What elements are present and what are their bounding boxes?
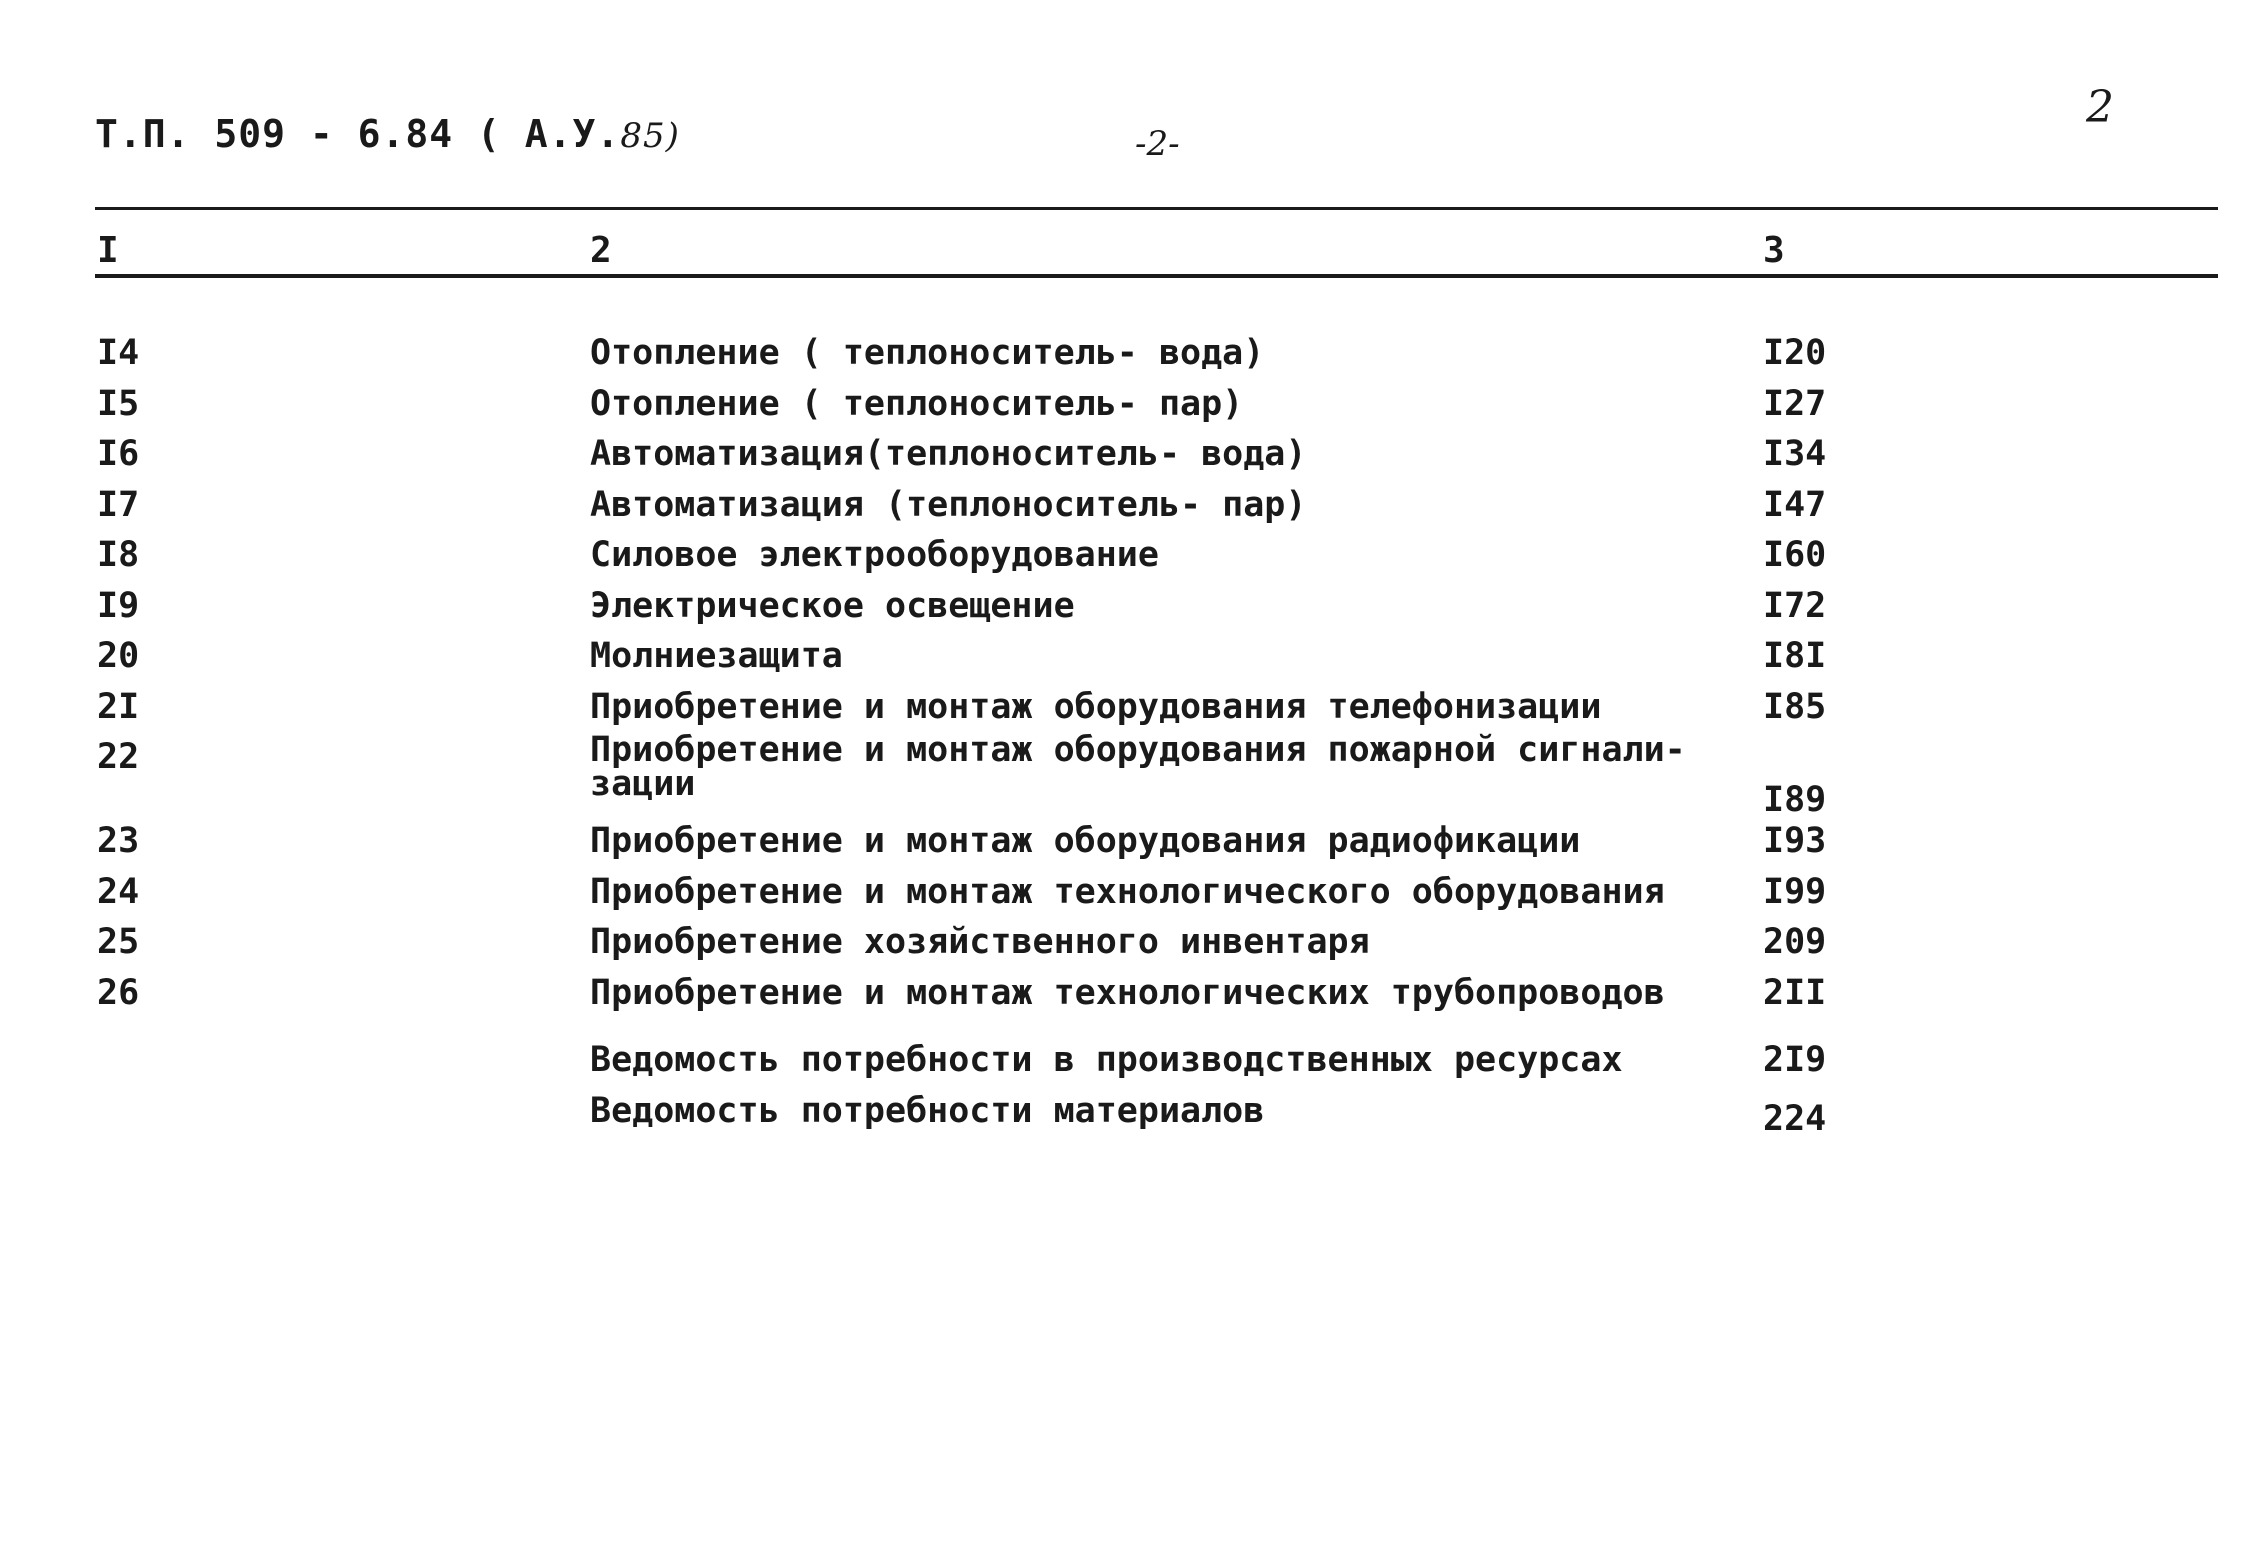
table-row [0,922,2249,973]
row-title: Молниезащита [590,636,843,676]
column-header-3: 3 [1763,230,1785,271]
row-page: I72 [1763,585,1827,626]
table-row [0,485,2249,536]
document-code-typed: Т.П. 509 - 6.84 ( А.У. [95,112,621,156]
summary-section [0,1040,2249,1141]
row-title: Приобретение хозяйственного инвентаря [590,922,1370,962]
row-page: I20 [1763,333,1827,373]
table-top-rule [95,207,2218,210]
row-number: 25 [97,922,140,962]
row-title: Приобретение и монтаж оборудования телефонизации [590,686,1602,727]
row-page: I8I [1763,636,1827,676]
row-number: I8 [97,535,140,575]
row-title: Приобретение и монтаж технологических трубопроводов [590,972,1665,1013]
row-title: Электрическое освещение [590,585,1075,626]
row-title: Приобретение и монтаж оборудования пожарной сигнали- зации [590,730,1686,804]
row-number: 2I [97,686,140,727]
row-number: I7 [97,484,140,525]
table-row [0,384,2249,435]
row-number: I5 [97,383,140,424]
table-row [0,333,2249,384]
column-header-2: 2 [590,230,612,271]
row-page: I34 [1763,434,1827,474]
row-number: I6 [97,434,140,474]
contents-table [0,333,2249,1023]
sheet-number-handwritten: 2 [2086,82,2114,133]
table-row [0,586,2249,637]
table-row [0,872,2249,923]
table-row [0,434,2249,485]
page-number: -2- [1135,124,1180,164]
row-number: 24 [97,871,140,912]
row-number: 26 [97,972,140,1013]
summary-page: 2I9 [1763,1040,1827,1080]
row-number: 20 [97,636,140,676]
document-code-handwritten: 85) [620,116,680,156]
row-number: 22 [97,737,140,777]
row-page: 2II [1763,972,1827,1013]
summary-title: Ведомость потребности материалов [590,1090,1265,1131]
table-row [0,636,2249,687]
table-row [0,730,2249,821]
summary-title: Ведомость потребности в производственных ресурсах [590,1040,1623,1080]
row-page: I93 [1763,821,1827,861]
summary-row [0,1040,2249,1091]
summary-row [0,1091,2249,1142]
row-page: I47 [1763,484,1827,525]
row-title: Автоматизация(теплоноситель- вода) [590,434,1307,474]
row-title: Приобретение и монтаж оборудования радиофикации [590,821,1581,861]
row-page: I27 [1763,383,1827,424]
row-title: Отопление ( теплоноситель- вода) [590,333,1265,373]
row-title: Силовое электрооборудование [590,535,1159,575]
row-number: 23 [97,821,140,861]
table-row [0,535,2249,586]
row-number: I9 [97,585,140,626]
row-number: I4 [97,333,140,373]
row-page: I85 [1763,686,1827,727]
row-page: I99 [1763,871,1827,912]
summary-page: 224 [1763,1098,1827,1139]
row-title: Отопление ( теплоноситель- пар) [590,383,1244,424]
row-title: Автоматизация (теплоноситель- пар) [590,484,1307,525]
table-row [0,821,2249,872]
row-title: Приобретение и монтаж технологического оборудования [590,871,1665,912]
row-page: I60 [1763,535,1827,575]
table-header-rule [95,274,2218,278]
table-row [0,973,2249,1024]
column-header-1: I [97,230,119,271]
row-page: I89 [1763,780,1827,820]
document-code [95,112,680,156]
row-page: 209 [1763,922,1827,962]
